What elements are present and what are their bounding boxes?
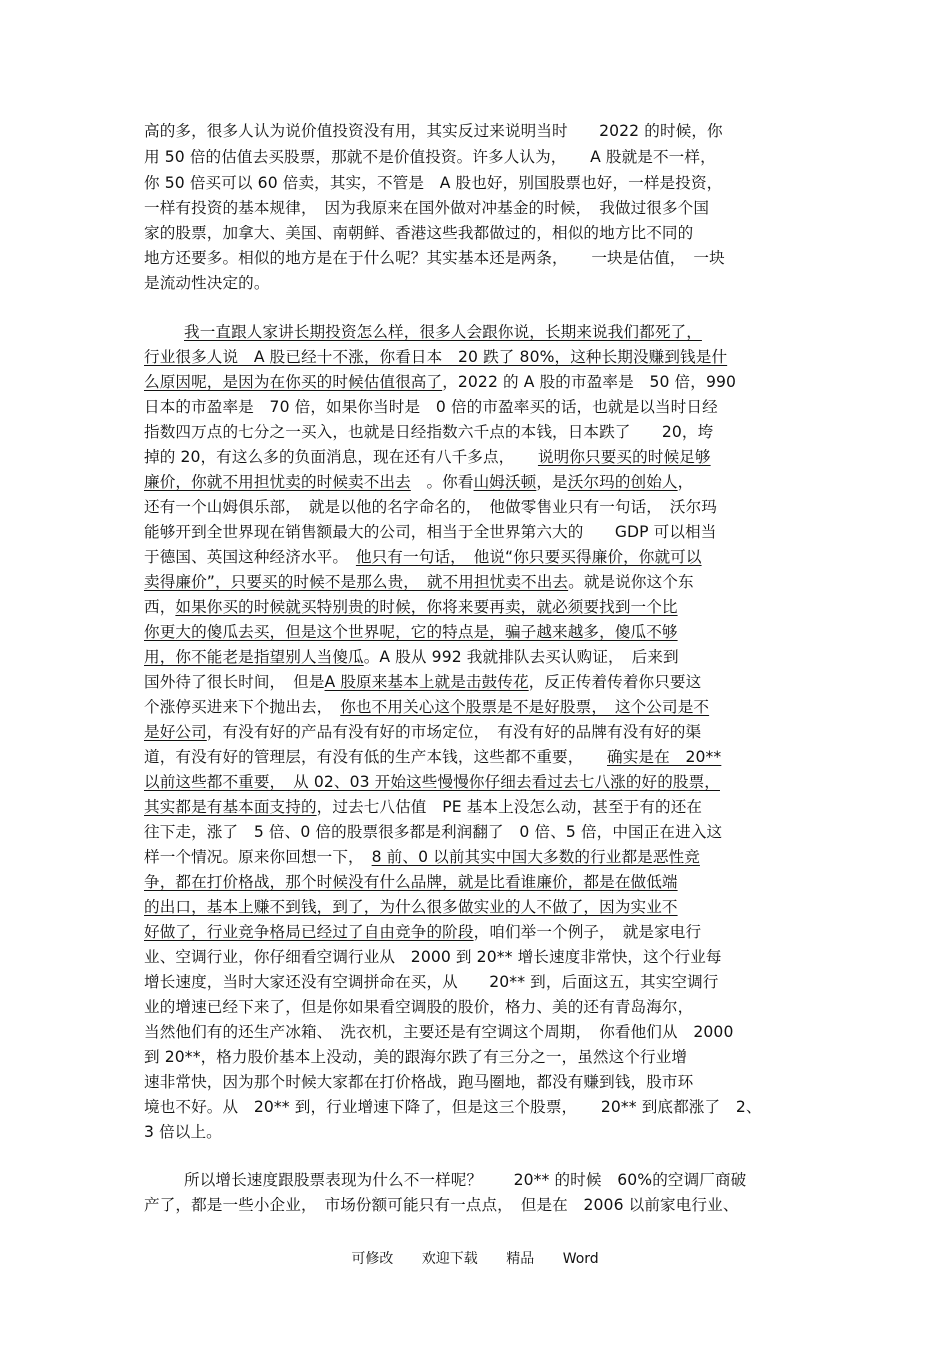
text-segment: 业的增速已经下来了，但是你如果看空调股的股价，格力、美的还有青岛海尔， — [144, 998, 694, 1016]
text-segment: 往下走，涨了 5 倍、0 倍的股票很多都是利润翻了 0 倍、5 倍，中国正在进入这 — [144, 823, 723, 841]
text-line — [144, 145, 716, 169]
page-footer — [0, 1248, 950, 1270]
text-line — [144, 995, 693, 1019]
text-segment: 国外待了很长时间， 但是 — [144, 673, 325, 691]
text-line — [144, 420, 713, 444]
text-segment: 还有一个山姆俱乐部， 就是以他的名字命名的， 他做零售业只有一句话， 沃尔玛 — [144, 498, 717, 516]
text-line — [144, 495, 717, 519]
text-line — [184, 1168, 746, 1192]
underlined-text: 我一直跟人家讲长期投资怎么样，很多人会跟你说，长期来说我们都死了， — [184, 323, 702, 341]
text-line — [144, 1020, 733, 1044]
text-line — [144, 545, 702, 569]
text-line — [144, 920, 701, 944]
text-segment: 用 50 倍的估值去买股票，那就不是价值投资。许多人认为， A 股就是不一样， — [144, 148, 716, 166]
text-line — [144, 171, 722, 195]
underlined-text: 争，都在打价格战，那个时候没有什么品牌，就是比看谁廉价，都是在做低端 — [144, 873, 678, 891]
underlined-text: 山姆沃顿 — [473, 473, 537, 491]
text-line — [144, 1193, 739, 1217]
footer-editable-label: 可修改 — [351, 1251, 394, 1267]
text-line — [144, 520, 716, 544]
text-segment: 个涨停买进来下个抛出去， — [144, 698, 341, 716]
text-line — [144, 770, 720, 794]
text-line — [144, 570, 694, 594]
underlined-text: 以前这些都不重要， 从 02、03 开始这些慢慢你仔细去看过去七八涨的好的股票， — [144, 773, 720, 791]
text-line — [144, 795, 702, 819]
text-line — [144, 1045, 687, 1069]
text-line — [144, 1070, 693, 1094]
text-segment: 能够开到全世界现在销售额最大的公司，相当于全世界第六大的 GDP 可以相当 — [144, 523, 717, 541]
text-segment: 所以增长速度跟股票表现为什么不一样呢？ 20** 的时候 60%的空调厂商破 — [184, 1171, 747, 1189]
text-segment: ，有没有好的产品有没有好的市场定位， 有没有好的品牌有没有好的渠 — [206, 723, 702, 741]
text-segment: 境也不好。从 20** 到，行业增速下降了，但是这三个股票， 20** 到底都涨了 2、 — [144, 1098, 762, 1116]
text-line — [144, 895, 678, 919]
text-line — [144, 645, 679, 669]
footer-format-label: Word — [562, 1251, 599, 1267]
text-segment: 样一个情况。原来你回想一下， — [144, 848, 372, 866]
text-segment: 指数四万点的七分之一买入，也就是日经指数六千点的本钱，日本跌了 20，垮 — [144, 423, 714, 441]
text-segment: 当然他们有的还生产冰箱、 洗衣机，主要还是有空调这个周期， 你看他们从 2000 — [144, 1023, 734, 1041]
text-segment: 。就是说你这个东 — [568, 573, 694, 591]
underlined-text: 确实是在 20** — [607, 748, 722, 766]
text-line — [144, 470, 693, 494]
text-line — [144, 196, 709, 220]
text-line — [144, 845, 700, 869]
footer-download-label: 欢迎下载 — [421, 1251, 478, 1267]
text-segment: 产了，都是一些小企业， 市场份额可能只有一点点， 但是在 2006 以前家电行业、 — [144, 1196, 739, 1214]
underlined-text: 如果你买的时候就买特别贵的时候，你将来要再卖，就必须要找到一个比 — [175, 598, 678, 616]
text-segment: 你 50 倍买可以 60 倍卖，其实，不管是 A 股也好，别国股票也好，一样是投资， — [144, 174, 723, 192]
underlined-text: 8 前、0 以前其实中国大多数的行业都是恶性竞 — [371, 848, 700, 866]
text-segment: 于德国、英国这种经济水平。 — [144, 548, 356, 566]
text-segment: ，是 — [536, 473, 568, 491]
text-line — [144, 745, 721, 769]
underlined-text: 沃尔玛的创始人 — [567, 473, 678, 491]
text-segment: 3 倍以上。 — [144, 1123, 222, 1141]
text-line — [144, 246, 725, 270]
text-line — [144, 1095, 762, 1119]
text-segment: 。A 股从 992 我就排队去买认购证， 后来到 — [363, 648, 679, 666]
text-line — [184, 320, 702, 344]
text-segment: 道，有没有好的管理层，有没有低的生产本钱，这些都不重要， — [144, 748, 608, 766]
underlined-text: 其实都是有基本面支持的 — [144, 798, 317, 816]
text-line — [144, 271, 270, 295]
text-segment: ， — [677, 473, 694, 491]
text-segment: 。你看 — [410, 473, 474, 491]
text-line — [144, 870, 678, 894]
text-line — [144, 670, 701, 694]
text-segment: 日本的市盈率是 70 倍，如果你当时是 0 倍的市盈率买的话，也就是以当时日经 — [144, 398, 718, 416]
underlined-text: 卖得廉价”，只要买的时候不是那么贵， 就不用担忧卖不出去 — [144, 573, 569, 591]
text-line — [144, 370, 736, 394]
underlined-text: 他只有一句话， 他说“你只要买得廉价，你就可以 — [355, 548, 702, 566]
text-segment: ，反正传着传着你只要这 — [528, 673, 702, 691]
text-line — [144, 820, 722, 844]
text-segment: ，2022 的 A 股的市盈率是 50 倍，990 — [442, 373, 737, 391]
text-line — [144, 945, 722, 969]
underlined-text: 行业很多人说 A 股已经十不涨，你看日本 20 跌了 80%，这种长期没赚到钱是什 — [144, 348, 728, 366]
text-line — [144, 221, 693, 245]
text-segment: 到 20**，格力股价基本上没动，美的跟海尔跌了有三分之一，虽然这个行业增 — [144, 1048, 688, 1066]
text-line — [144, 620, 678, 644]
text-segment: 地方还要多。相似的地方是在于什么呢？其实基本还是两条， 一块是估值， 一块 — [144, 249, 725, 267]
footer-quality-label: 精品 — [506, 1251, 535, 1267]
text-line — [144, 1120, 222, 1144]
text-line — [144, 595, 678, 619]
text-segment: 西， — [144, 598, 176, 616]
underlined-text: 你更大的傻瓜去买，但是这个世界呢，它的特点是，骗子越来越多，傻瓜不够 — [144, 623, 678, 641]
text-line — [144, 720, 701, 744]
text-segment: 业、空调行业，你仔细看空调行业从 2000 到 20** 增长速度非常快，这个行业每 — [144, 948, 722, 966]
text-line — [144, 695, 709, 719]
underlined-text: 你也不用关心这个股票是不是好股票， 这个公司是不 — [340, 698, 710, 716]
text-segment: 掉的 20，有这么多的负面消息，现在还有八千多点， — [144, 448, 538, 466]
text-segment: ，咱们举一个例子， 就是家电行 — [473, 923, 702, 941]
underlined-text: A 股原来基本上就是击鼓传花 — [324, 673, 529, 691]
text-line — [144, 119, 723, 143]
text-segment: 是流动性决定的。 — [144, 274, 270, 292]
text-segment: 家的股票，加拿大、美国、南朝鲜、香港这些我都做过的，相似的地方比不同的 — [144, 224, 694, 242]
underlined-text: 么原因呢，是因为在你买的时候估值很高了 — [144, 373, 443, 391]
text-line — [144, 395, 718, 419]
text-line — [144, 345, 727, 369]
text-segment: 一样有投资的基本规律， 因为我原来在国外做对冲基金的时候， 我做过很多个国 — [144, 199, 710, 217]
underlined-text: 说明你只要买的时候足够 — [537, 448, 711, 466]
underlined-text: 是好公司 — [144, 723, 207, 741]
underlined-text: 廉价，你就不用担忧卖的时候卖不出去 — [144, 473, 411, 491]
underlined-text: 的出口，基本上赚不到钱，到了，为什么很多做实业的人不做了，因为实业不 — [144, 898, 678, 916]
text-segment: 增长速度，当时大家还没有空调拼命在买，从 20** 到，后面这五，其实空调行 — [144, 973, 719, 991]
text-segment: 高的多，很多人认为说价值投资没有用，其实反过来说明当时 2022 的时候，你 — [144, 122, 723, 140]
text-segment: 速非常快，因为那个时候大家都在打价格战，跑马圈地，都没有赚到钱，股市环 — [144, 1073, 694, 1091]
text-line — [144, 445, 711, 469]
underlined-text: 用，你不能老是指望别人当傻瓜 — [144, 648, 364, 666]
text-line — [144, 970, 718, 994]
text-segment: ，过去七八估值 PE 基本上没怎么动，甚至于有的还在 — [316, 798, 703, 816]
underlined-text: 好做了，行业竞争格局已经过了自由竞争的阶段 — [144, 923, 474, 941]
